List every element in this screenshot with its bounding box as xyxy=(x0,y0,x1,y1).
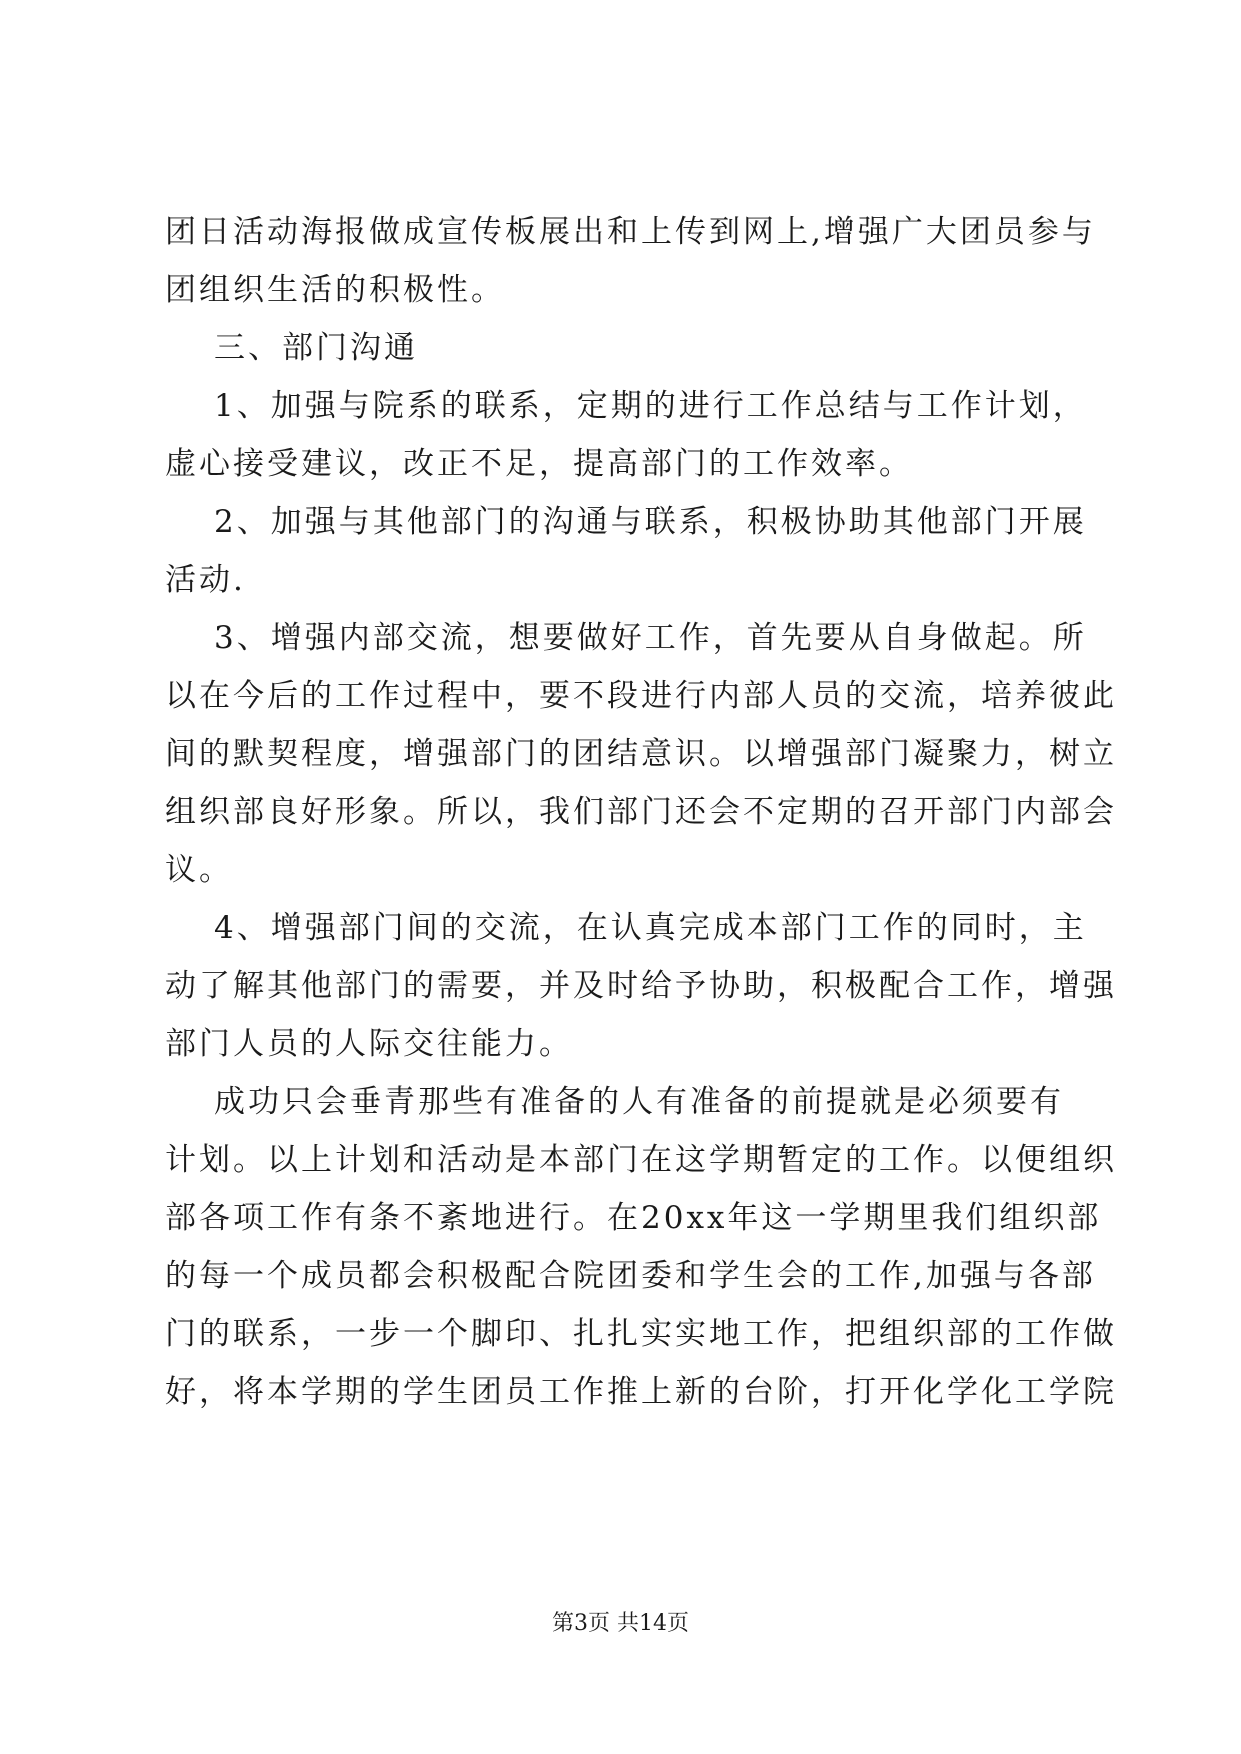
text-line: 团日活动海报做成宣传板展出和上传到网上,增强广大团员参与 xyxy=(165,214,1096,250)
text-line: 成功只会垂青那些有准备的人有准备的前提就是必须要有 xyxy=(214,1084,1064,1120)
text-line: 部各项工作有条不紊地进行。在20xx年这一学期里我们组织部 xyxy=(165,1200,1102,1236)
text-line: 动了解其他部门的需要，并及时给予协助，积极配合工作，增强 xyxy=(165,968,1117,1004)
text-line: 部门人员的人际交往能力。 xyxy=(165,1026,573,1062)
text-line: 团组织生活的积极性。 xyxy=(165,272,505,308)
text-line: 间的默契程度，增强部门的团结意识。以增强部门凝聚力，树立 xyxy=(165,736,1117,772)
text-line: 好，将本学期的学生团员工作推上新的台阶，打开化学化工学院 xyxy=(165,1374,1117,1410)
page-number-footer: 第3页 共14页 xyxy=(552,1611,689,1636)
text-line: 门的联系，一步一个脚印、扎扎实实地工作，把组织部的工作做 xyxy=(165,1316,1117,1352)
section-heading: 三、部门沟通 xyxy=(214,330,418,366)
text-line: 组织部良好形象。所以，我们部门还会不定期的召开部门内部会 xyxy=(165,794,1117,830)
text-line: 议。 xyxy=(165,852,233,888)
text-line: 的每一个成员都会积极配合院团委和学生会的工作,加强与各部 xyxy=(165,1258,1096,1294)
text-line: 4、增强部门间的交流，在认真完成本部门工作的同时，主 xyxy=(214,910,1087,946)
text-line: 3、增强内部交流，想要做好工作，首先要从自身做起。所 xyxy=(214,620,1087,656)
text-line: 1、加强与院系的联系，定期的进行工作总结与工作计划， xyxy=(214,388,1087,424)
text-line: 2、加强与其他部门的沟通与联系，积极协助其他部门开展 xyxy=(214,504,1087,540)
text-line: 以在今后的工作过程中，要不段进行内部人员的交流，培养彼此 xyxy=(165,678,1117,714)
text-line: 计划。以上计划和活动是本部门在这学期暂定的工作。以便组织 xyxy=(165,1142,1117,1178)
text-line: 虚心接受建议，改正不足，提高部门的工作效率。 xyxy=(165,446,913,482)
text-line: 活动. xyxy=(165,562,246,598)
